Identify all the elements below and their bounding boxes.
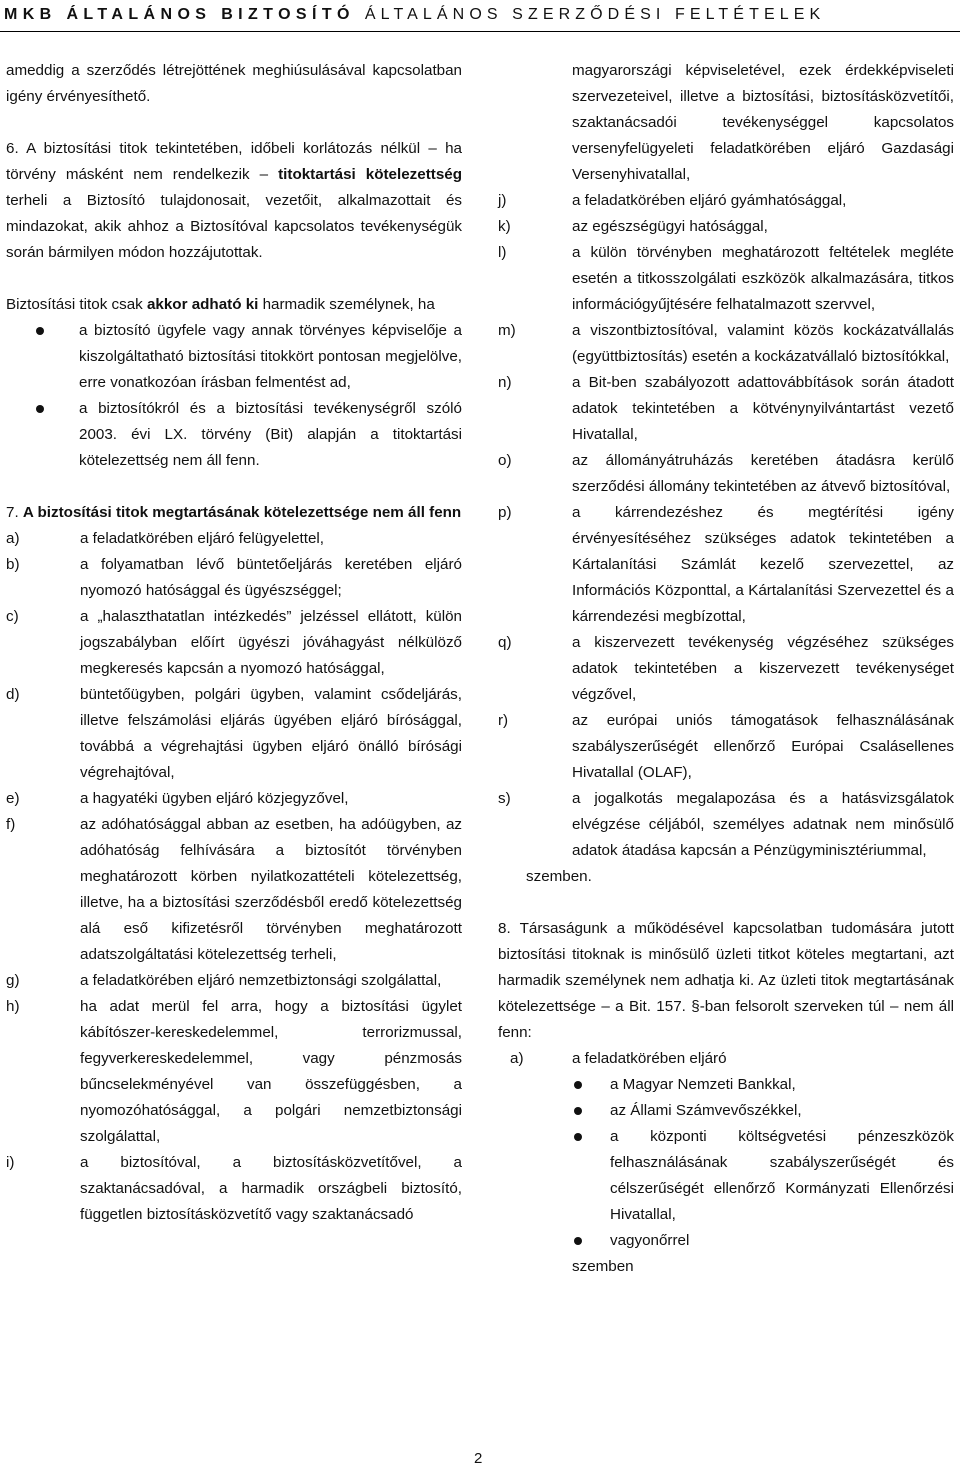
list-item: a biztosítókról és a biztosítási tevékenységről szóló 2003. évi LX. törvény (Bit) alapján a titoktartási kötelezettség nem áll fenn. [6, 396, 462, 474]
list-item: q) a kiszervezett tevékenység végzéséhez szükséges adatok tekintetében a kiszervezett tevékenységet végzővel, [498, 634, 954, 703]
list-item: d) büntetőügyben, polgári ügyben, valamint csődeljárás, illetve felszámolási eljárás ügyében eljáró bírósággal, továbbá a végrehajtási ügyben eljáró önálló bírósági végrehajtóval, [6, 686, 462, 781]
list-item: g) a feladatkörében eljáró nemzetbiztonsági szolgálattal, [6, 972, 442, 989]
list-item: r) az európai uniós támogatások felhasználásának szabályszerűségét ellenőrző Európai Csalásellenes Hivatallal (OLAF), [498, 712, 954, 781]
page-number: 2 [474, 1450, 483, 1467]
list-item: a Magyar Nemzeti Bankkal, [498, 1072, 954, 1098]
list-item: vagyonőrrel [498, 1228, 954, 1254]
list-item: f) az adóhatósággal abban az esetben, ha adóügyben, az adóhatóság felhívására a biztosítót törvényben meghatározott körben nyilatkozattételi kötelezettség, illetve, ha a biztosítási szerződésből eredő kötelezettség alá eső kifizetésről törvényben meghatározott adatszolgáltatási kötelezettség terheli, [6, 816, 462, 963]
disclosure-paragraph: Biztosítási titok csak akkor adható ki harmadik személynek, ha [6, 296, 435, 313]
section-6-paragraph: 6. A biztosítási titok tekintetében, időbeli korlátozás nélkül – ha törvény másként nem rendelkezik – titoktartási kötelezettség terheli a Biztosító tulajdonosait, vezetőit, alkalmazottait és mindazokat, akik ahhoz a Biztosítóval kapcsolatos tevékenységük során bármilyen módon hozzájutottak. [6, 140, 462, 261]
intro-paragraph: ameddig a szerződés létrejöttének meghiúsulásával kapcsolatban igény érvényesíthető. [6, 62, 462, 105]
list-item: k) az egészségügyi hatósággal, [498, 218, 768, 235]
list-item: s) a jogalkotás megalapozása és a hatásvizsgálatok elvégzése céljából, személyes adatnak nem minősülő adatok átadása kapcsán a Pénzügyminisztériummal, [498, 790, 954, 859]
section-6-bold-term: titoktartási kötelezettség [278, 166, 462, 183]
left-column [6, 58, 462, 1228]
section-8-paragraph: 8. Társaságunk a működésével kapcsolatban tudomására jutott biztosítási titoknak is minősülő üzleti titkot köteles megtartani, azt harmadik személynek nem adhatja ki. Az üzleti titok megtartásának kötelezettsége – a Bit. 157. §-ban felsorolt szerveken túl – nem áll fenn: [498, 920, 954, 1041]
disclosure-bold-term: akkor adható ki [146, 296, 259, 313]
list-item: m) a viszontbiztosítóval, valamint közös kockázatvállalás (együttbiztosítás) esetén a kockázatvállaló biztosítókkal, [498, 322, 954, 365]
section-7-heading: 7. A biztosítási titok megtartásának kötelezettsége nem áll fenn [6, 504, 462, 521]
szemben-line: szemben. [526, 868, 592, 885]
list-item: a központi költségvetési pénzeszközök felhasználásának szabályszerűségét és célszerűségét ellenőrző Kormányzati Ellenőrzési Hivatallal, [498, 1124, 954, 1228]
list-item: e) a hagyatéki ügyben eljáró közjegyzővel, [6, 790, 349, 807]
list-item: a) a feladatkörében eljáró [510, 1050, 727, 1067]
list-item: l) a külön törvényben meghatározott feltételek megléte esetén a titkosszolgálati eszközök alkalmazására, titkos információgyűjtésére felhatalmazott szervvel, [498, 244, 954, 313]
list-item-continuation: magyarországi képviseletével, ezek érdekképviseleti szervezeteivel, illetve a biztosítási, biztosításközvetítői, szaktanácsadói tevékenységgel kapcsolatos versenyfelügyeleti feladatkörében eljáró Gazdasági Versenyhivatallal, [572, 62, 954, 183]
header-insurer-name: MKB ÁLTALÁNOS BIZTOSÍTÓ [4, 6, 355, 23]
list-item: b) a folyamatban lévő büntetőeljárás keretében eljáró nyomozó hatósággal és ügyészséggel; [6, 556, 462, 599]
running-header [0, 0, 960, 30]
list-item: j) a feladatkörében eljáró gyámhatósággal, [498, 192, 847, 209]
list-item: i) a biztosítóval, a biztosításközvetítővel, a szaktanácsadóval, a harmadik országbeli biztosító, független biztosításközvetítő vagy szaktanácsadó [6, 1154, 462, 1223]
list-item: az Állami Számvevőszékkel, [498, 1098, 954, 1124]
header-rule [0, 31, 960, 32]
szemben-end-line: szemben [572, 1258, 634, 1275]
right-column [498, 58, 954, 1280]
list-item: n) a Bit-ben szabályozott adattovábbítások során átadott adatok tekintetében a kötvénynyilvántartást vezető Hivatallal, [498, 374, 954, 443]
list-item: o) az állományátruházás keretében átadásra kerülő szerződési állomány tekintetében az átvevő biztosítóval, [498, 452, 954, 495]
list-item: p) a kárrendezéshez és megtérítési igény érvényesítéséhez szükséges adatok tekintetében a Kártalanítási Számlát kezelő szervezettel, az Információs Központtal, a Kártalanítási Szervezettel és a kárrendezési megbízottal, [498, 504, 954, 625]
list-item: a) a feladatkörében eljáró felügyelettel, [6, 530, 325, 547]
list-item: a biztosító ügyfele vagy annak törvényes képviselője a kiszolgáltatható biztosítási titokkört pontosan megjelölve, erre vonatkozóan írásban felmentést ad, [6, 318, 462, 396]
list-item: c) a „halaszthatatlan intézkedés” jelzéssel ellátott, külön jogszabályban előírt ügyészi jóváhagyást nélkülöző megkeresés kapcsán a nyomozó hatósággal, [6, 608, 462, 677]
header-document-type: ÁLTALÁNOS SZERZŐDÉSI FELTÉTELEK [364, 6, 826, 23]
list-item: h) ha adat merül fel arra, hogy a biztosítási ügylet kábítószer-kereskedelemmel, terrorizmussal, fegyverkereskedelemmel, vagy pénzmosás bűncselekményével van összefüggésben, a nyomozóhatósággal, a polgári nemzetbiztonsági szolgálattal, [6, 998, 462, 1145]
